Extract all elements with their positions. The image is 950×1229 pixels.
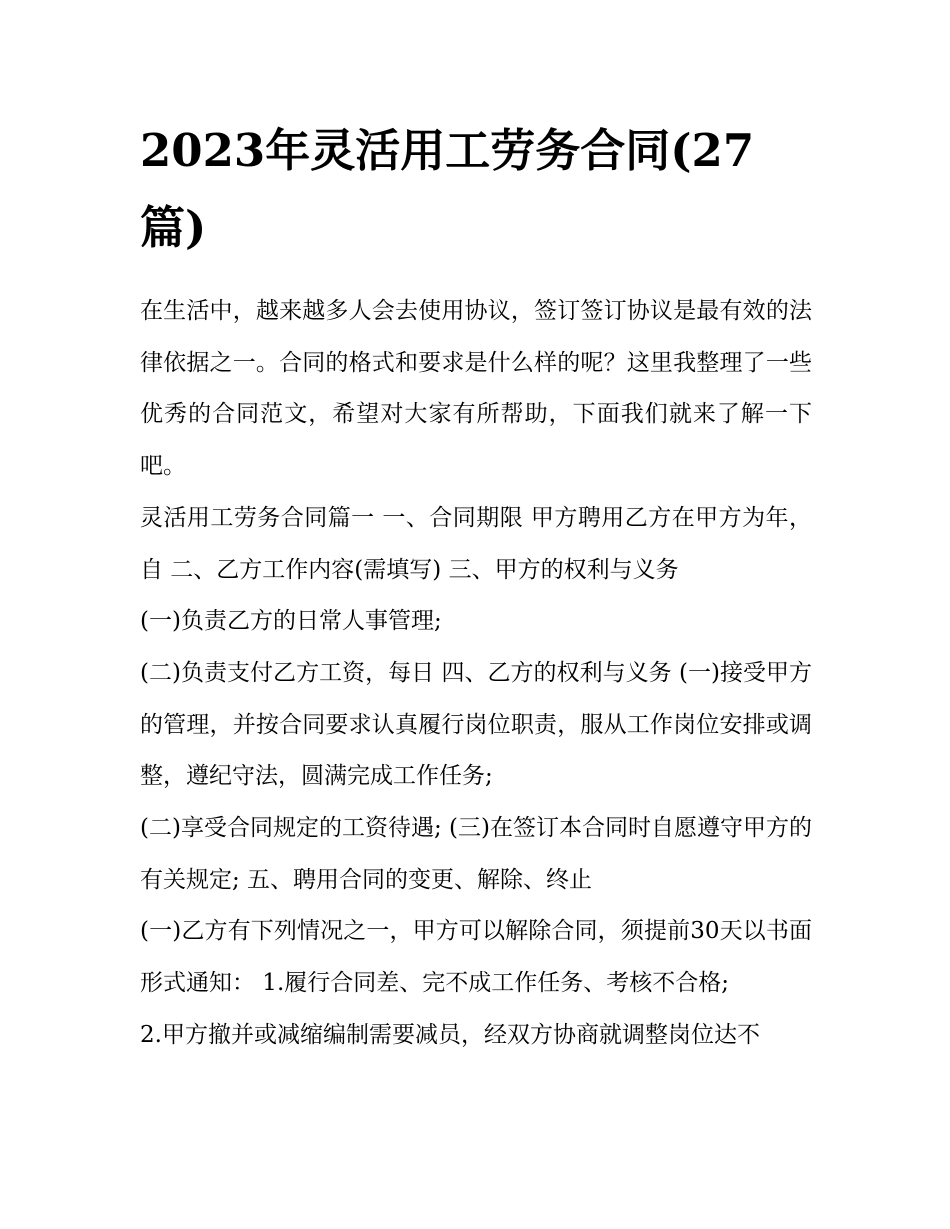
paragraph-employer-duty-2: (二)负责支付乙方工资，每日 四、乙方的权利与义务 (一)接受甲方的管理，并按合同要求认真履行岗位职责，服从工作岗位安排或调整，遵纪守法，圆满完成工作任务; [140,659,812,790]
paragraph-employer-duty-1: (一)负责乙方的日常人事管理; [140,608,442,635]
paragraph-intro: 在生活中，越来越多人会去使用协议，签订签订协议是最有效的法律依据之一。合同的格式和要求是什么样的呢？这里我整理了一些优秀的合同范文，希望对大家有所帮助，下面我们就来了解一下吧。 [140,298,812,480]
document-title: 2023年灵活用工劳务合同(27篇) [140,124,755,254]
document-page [140,112,812,1062]
paragraph-termination-1: (一)乙方有下列情况之一，甲方可以解除合同，须提前30天以书面形式通知： 1.履行合同差、完不成工作任务、考核不合格; [140,918,812,997]
paragraph-contract-term: 灵活用工劳务合同篇一 一、合同期限 甲方聘用乙方在甲方为年，自 二、乙方工作内容(需填写) 三、甲方的权利与义务 [140,504,812,583]
paragraph-employee-rights: (二)享受合同规定的工资待遇; (三)在签订本合同时自愿遵守甲方的有关规定; 五、聘用合同的变更、解除、终止 [140,815,812,893]
paragraph-termination-2: 2.甲方撤并或减缩编制需要减员，经双方协商就调整岗位达不 [140,1021,760,1048]
